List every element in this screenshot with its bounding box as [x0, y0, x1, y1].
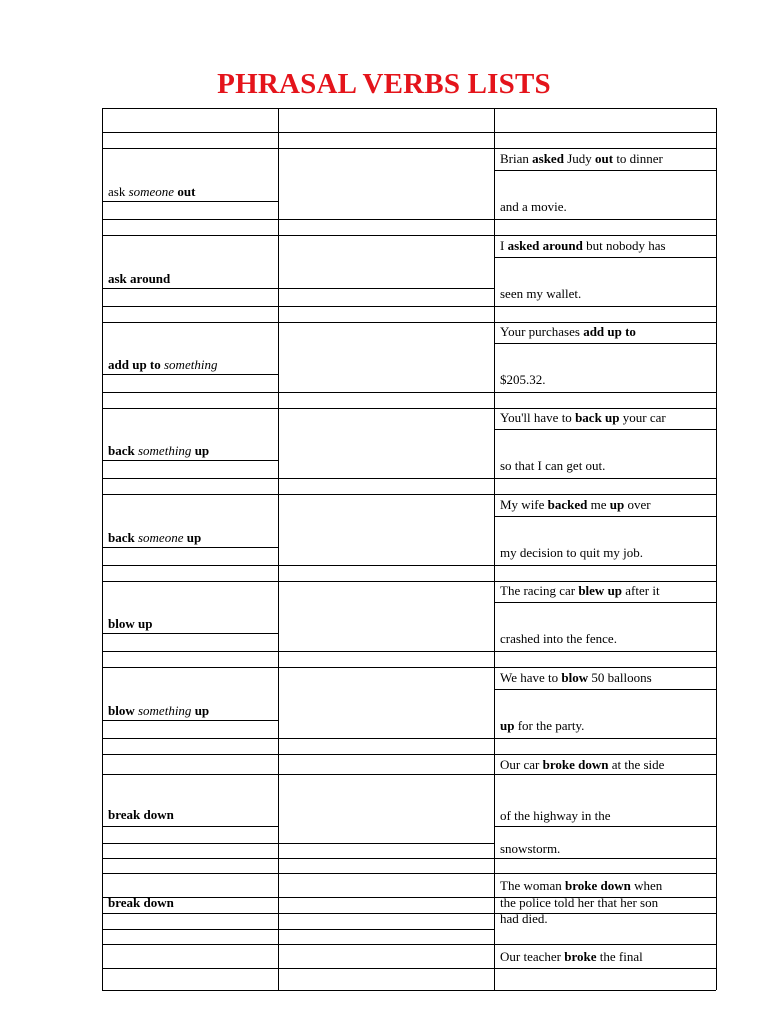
- text-run: out: [174, 184, 196, 199]
- row-separator: [102, 494, 716, 495]
- verb-cell: [108, 617, 152, 631]
- text-run: out: [595, 151, 614, 166]
- example-line: [500, 325, 636, 339]
- example-line: [500, 842, 560, 856]
- text-run: after it: [622, 583, 660, 598]
- table-rule: [494, 170, 716, 171]
- text-run: asked around: [507, 238, 583, 253]
- text-run: to dinner: [613, 151, 663, 166]
- table-rule: [494, 343, 716, 344]
- text-run: ask: [108, 184, 129, 199]
- table-rule: [102, 929, 494, 930]
- text-run: asked: [532, 151, 564, 166]
- text-run: of the highway in the: [500, 808, 611, 823]
- text-run: when: [630, 878, 663, 893]
- text-run: but nobody has: [582, 238, 666, 253]
- text-run: $205.32.: [500, 372, 546, 387]
- example-line: [500, 671, 652, 685]
- text-run: at the side: [608, 757, 665, 772]
- table-bottom-border: [102, 990, 716, 991]
- text-run: blow up: [108, 616, 153, 631]
- text-run: blow: [108, 703, 135, 718]
- table-rule: [102, 478, 278, 479]
- table-rule: [278, 738, 494, 739]
- text-run: up: [191, 703, 210, 718]
- verb-cell: [108, 808, 174, 822]
- verb-cell: [108, 704, 209, 718]
- table-rule: [102, 843, 494, 844]
- text-run: The woman: [500, 878, 565, 893]
- text-run: Our teacher: [500, 949, 565, 964]
- table-rule: [102, 633, 278, 634]
- example-line: [500, 498, 651, 512]
- text-run: for the party.: [514, 718, 585, 733]
- text-run: had died.: [500, 911, 548, 926]
- verb-cell: [108, 272, 170, 286]
- table-rule: [102, 219, 278, 220]
- example-line: [500, 239, 666, 253]
- text-run: Judy: [563, 151, 595, 166]
- example-line: [500, 758, 664, 772]
- table-rule: [494, 774, 716, 775]
- table-rule: [494, 602, 716, 603]
- table-rule: [102, 651, 278, 652]
- table-rule: [102, 306, 278, 307]
- table-rule: [102, 547, 278, 548]
- table-rule: [102, 858, 716, 859]
- table-rule: [102, 913, 716, 914]
- text-run: up: [609, 497, 625, 512]
- text-run: My wife: [500, 497, 548, 512]
- table-rule: [102, 148, 716, 149]
- table-rule: [102, 392, 278, 393]
- text-run: something: [134, 703, 192, 718]
- text-run: add up to: [108, 357, 161, 372]
- table-rule: [494, 306, 716, 307]
- text-run: the police told her that her son: [500, 895, 659, 910]
- example-line: [500, 152, 663, 166]
- verb-cell: [108, 896, 174, 910]
- table-rule: [102, 288, 278, 289]
- text-run: The racing car: [500, 583, 579, 598]
- table-rule: [494, 738, 716, 739]
- table-rule: [278, 651, 494, 652]
- table-rule: [278, 288, 494, 289]
- table-rule: [102, 374, 278, 375]
- table-rule: [494, 651, 716, 652]
- table-rule: [278, 306, 494, 307]
- verb-cell: [108, 531, 201, 545]
- text-run: backed: [547, 497, 588, 512]
- text-run: Your purchases: [500, 324, 584, 339]
- text-run: break down: [108, 807, 174, 822]
- example-line: [500, 719, 584, 733]
- page-title: PHRASAL VERBS LISTS: [217, 68, 551, 100]
- text-run: blow: [561, 670, 589, 685]
- text-run: over: [624, 497, 651, 512]
- row-separator: [102, 944, 716, 945]
- row-separator: [102, 581, 716, 582]
- example-line: [500, 632, 617, 646]
- example-line: [500, 912, 548, 926]
- table-rule: [494, 565, 716, 566]
- text-run: broke down: [542, 757, 609, 772]
- table-rule: [494, 689, 716, 690]
- table-rule: [102, 132, 716, 133]
- text-run: up: [500, 718, 515, 733]
- table-rule: [494, 478, 716, 479]
- table-rule: [494, 219, 716, 220]
- table-rule: [102, 738, 278, 739]
- text-run: I: [500, 238, 508, 253]
- text-run: back: [108, 530, 135, 545]
- table-rule: [494, 516, 716, 517]
- text-run: and a movie.: [500, 199, 567, 214]
- verb-cell: [108, 444, 209, 458]
- text-run: broke: [564, 949, 597, 964]
- example-line: [500, 879, 662, 893]
- verb-cell: [108, 185, 195, 199]
- text-run: the final: [596, 949, 643, 964]
- text-run: add up to: [583, 324, 636, 339]
- table-rule: [494, 257, 716, 258]
- text-run: my decision to quit my job.: [500, 545, 643, 560]
- example-line: [500, 287, 581, 301]
- text-run: back: [108, 443, 135, 458]
- table-rule: [102, 826, 278, 827]
- table-rule: [494, 429, 716, 430]
- text-run: Brian: [500, 151, 533, 166]
- row-separator: [102, 235, 716, 236]
- text-run: someone: [128, 184, 175, 199]
- table-top-border: [102, 108, 716, 109]
- text-run: blew up: [578, 583, 623, 598]
- row-separator: [102, 667, 716, 668]
- row-separator: [102, 873, 716, 874]
- table-rule: [102, 565, 278, 566]
- example-line: [500, 584, 660, 598]
- table-rule: [102, 720, 278, 721]
- text-run: Our car: [500, 757, 543, 772]
- table-column-rule: [716, 108, 717, 990]
- text-run: broke down: [564, 878, 631, 893]
- text-run: We have to: [500, 670, 562, 685]
- text-run: something: [160, 357, 218, 372]
- text-run: up: [183, 530, 202, 545]
- example-line: [500, 200, 567, 214]
- text-run: up: [191, 443, 210, 458]
- example-line: [500, 896, 658, 910]
- example-line: [500, 411, 666, 425]
- text-run: You'll have to: [500, 410, 576, 425]
- text-run: me: [587, 497, 610, 512]
- example-line: [500, 546, 643, 560]
- row-separator: [102, 408, 716, 409]
- example-line: [500, 373, 546, 387]
- example-line: [500, 459, 605, 473]
- table-rule: [102, 201, 278, 202]
- text-run: back up: [575, 410, 620, 425]
- text-run: so that I can get out.: [500, 458, 606, 473]
- table-rule: [102, 460, 278, 461]
- table-rule: [102, 968, 716, 969]
- text-run: seen my wallet.: [500, 286, 582, 301]
- text-run: snowstorm.: [500, 841, 561, 856]
- table-rule: [278, 478, 494, 479]
- text-run: ask around: [108, 271, 171, 286]
- text-run: someone: [134, 530, 184, 545]
- text-run: 50 balloons: [588, 670, 652, 685]
- row-separator: [102, 322, 716, 323]
- verb-cell: [108, 358, 217, 372]
- example-line: [500, 809, 610, 823]
- row-separator: [102, 754, 716, 755]
- example-line: [500, 950, 643, 964]
- table-rule: [278, 565, 494, 566]
- text-run: break down: [108, 895, 174, 910]
- table-rule: [494, 826, 716, 827]
- text-run: something: [134, 443, 192, 458]
- table-rule: [278, 219, 494, 220]
- table-rule: [278, 392, 494, 393]
- table-rule: [494, 392, 716, 393]
- text-run: your car: [619, 410, 666, 425]
- table-rule: [102, 774, 494, 775]
- text-run: crashed into the fence.: [500, 631, 617, 646]
